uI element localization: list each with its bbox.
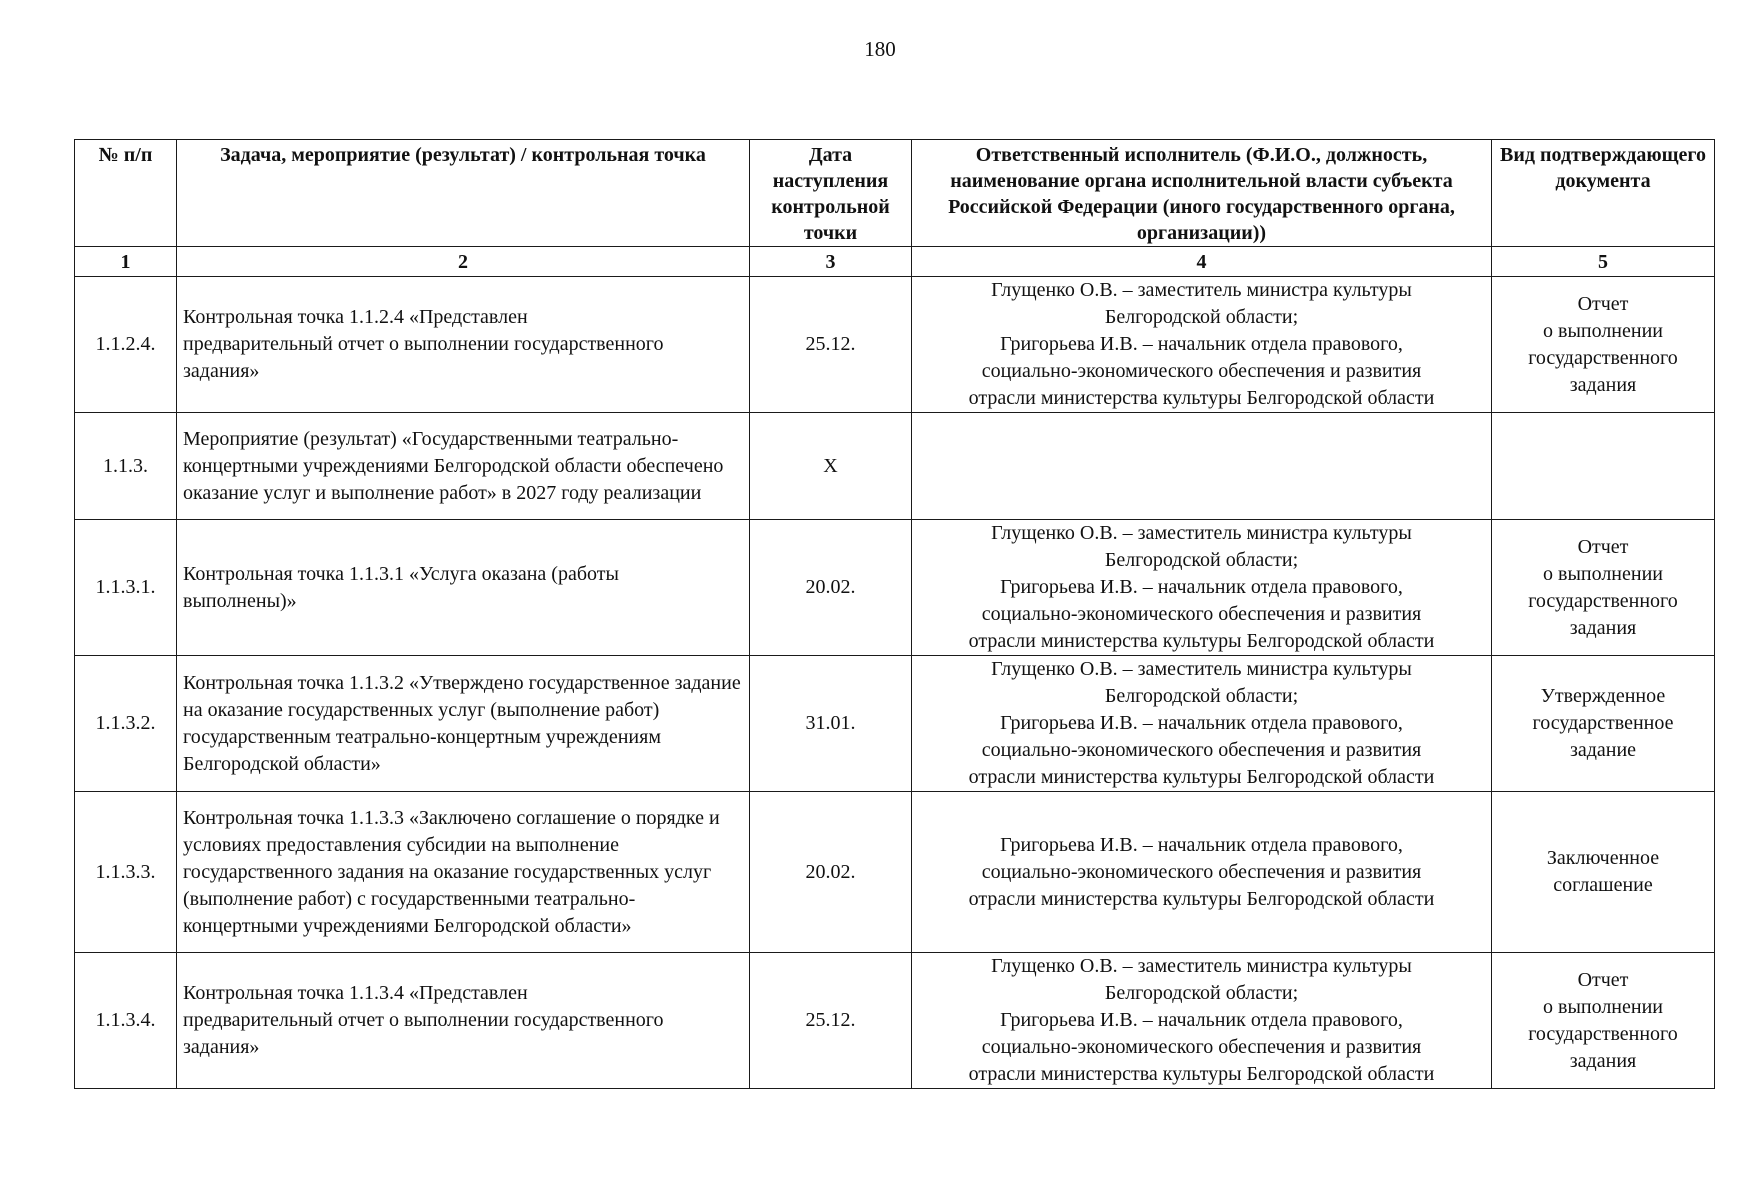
row-document [1492, 656, 1715, 792]
responsible-line: социально-экономического обеспечения и развития [981, 360, 1422, 382]
table-row [75, 953, 1715, 1089]
row-task: Контрольная точка 1.1.3.1 «Услуга оказана (работы выполнены)» [177, 520, 750, 656]
responsible-line: Белгородской области; [1104, 549, 1299, 571]
table-row [75, 520, 1715, 656]
header-task: Задача, мероприятие (результат) / контрольная точка [177, 140, 750, 247]
document-line: государственного [1528, 346, 1678, 369]
document-line: Заключенное [1546, 847, 1660, 869]
column-number: 3 [750, 247, 912, 277]
row-document [1492, 792, 1715, 953]
row-date: 25.12. [750, 953, 912, 1089]
row-date: 31.01. [750, 656, 912, 792]
row-document [1492, 413, 1715, 520]
responsible-line: Глущенко О.В. – заместитель министра культуры [991, 522, 1412, 544]
row-document [1492, 953, 1715, 1089]
document-line: задания [1569, 373, 1637, 396]
responsible-line: отрасли министерства культуры Белгородской области [968, 630, 1435, 652]
responsible-line: Григорьева И.В. – начальник отдела правового, [1000, 576, 1403, 598]
header-row [75, 140, 1715, 247]
responsible-line: Белгородской области; [1104, 982, 1299, 1004]
header-date: Дата наступления контрольной точки [750, 140, 912, 247]
row-responsible [912, 520, 1492, 656]
row-number: 1.1.3. [75, 413, 177, 520]
responsible-line: Григорьева И.В. – начальник отдела правового, [1000, 333, 1403, 355]
responsible-line: отрасли министерства культуры Белгородской области [968, 766, 1435, 788]
row-number: 1.1.3.3. [75, 792, 177, 953]
document-line: соглашение [1553, 874, 1653, 896]
document-line: задания [1569, 616, 1637, 639]
responsible-line: отрасли министерства культуры Белгородской области [968, 1063, 1435, 1085]
document-line: о выполнении [1543, 562, 1663, 585]
column-number: 4 [912, 247, 1492, 277]
table-row [75, 413, 1715, 520]
table-row [75, 277, 1715, 413]
header-document: Вид подтверждающего документа [1492, 140, 1715, 247]
column-number: 5 [1492, 247, 1715, 277]
row-number: 1.1.3.2. [75, 656, 177, 792]
responsible-line: Григорьева И.В. – начальник отдела правового, [1000, 1009, 1403, 1031]
header-responsible: Ответственный исполнитель (Ф.И.О., должность, наименование органа исполнительной власти субъекта Российской Федерации (иного государственного органа, организации)) [912, 140, 1492, 247]
row-date: Х [750, 413, 912, 520]
table-row [75, 792, 1715, 953]
responsible-line: Григорьева И.В. – начальник отдела правового, [1000, 833, 1403, 856]
column-number: 2 [177, 247, 750, 277]
page-number: 180 [864, 37, 896, 61]
document-line: задания [1569, 1049, 1637, 1072]
responsible-line: социально-экономического обеспечения и развития [981, 1036, 1422, 1058]
responsible-line: Глущенко О.В. – заместитель министра культуры [991, 955, 1412, 977]
row-responsible [912, 656, 1492, 792]
row-document [1492, 520, 1715, 656]
row-task: Контрольная точка 1.1.3.3 «Заключено соглашение о порядке и условиях предоставления субсидии на выполнение государственного задания на оказание государственных услуг (выполнение работ) с государственными театрально-концертными учреждениями Белгородской области» [177, 792, 750, 953]
document-line: о выполнении [1543, 995, 1663, 1018]
responsible-line: Белгородской области; [1104, 685, 1299, 707]
responsible-line: Глущенко О.В. – заместитель министра культуры [991, 279, 1412, 301]
row-number: 1.1.2.4. [75, 277, 177, 413]
row-task: Контрольная точка 1.1.2.4 «Представлен предварительный отчет о выполнении государственного задания» [177, 277, 750, 413]
row-responsible [912, 792, 1492, 953]
row-date: 20.02. [750, 520, 912, 656]
responsible-line: социально-экономического обеспечения и развития [981, 603, 1422, 625]
row-responsible [912, 413, 1492, 520]
responsible-line: социально-экономического обеспечения и развития [981, 860, 1422, 883]
row-document [1492, 277, 1715, 413]
row-responsible [912, 277, 1492, 413]
row-date: 25.12. [750, 277, 912, 413]
document-line: о выполнении [1543, 319, 1663, 342]
responsible-line: Григорьева И.В. – начальник отдела правового, [1000, 712, 1403, 734]
document-line: Отчет [1577, 535, 1629, 558]
row-number: 1.1.3.1. [75, 520, 177, 656]
responsible-line: социально-экономического обеспечения и развития [981, 739, 1422, 761]
row-number: 1.1.3.4. [75, 953, 177, 1089]
document-line: государственного [1528, 589, 1678, 612]
responsible-line: отрасли министерства культуры Белгородской области [968, 887, 1435, 910]
document-line: Отчет [1577, 292, 1629, 315]
row-task: Контрольная точка 1.1.3.4 «Представлен предварительный отчет о выполнении государственного задания» [177, 953, 750, 1089]
row-date: 20.02. [750, 792, 912, 953]
document-line: задание [1569, 739, 1637, 761]
row-responsible [912, 953, 1492, 1089]
responsible-line: Глущенко О.В. – заместитель министра культуры [991, 658, 1412, 680]
responsible-line: Белгородской области; [1104, 306, 1299, 328]
responsible-line: отрасли министерства культуры Белгородской области [968, 387, 1435, 409]
document-line: государственного [1528, 1022, 1678, 1045]
column-number-row [75, 247, 1715, 277]
row-task: Мероприятие (результат) «Государственными театрально-концертными учреждениями Белгородской области обеспечено оказание услуг и выполнение работ» в 2027 году реализации [177, 413, 750, 520]
column-number: 1 [75, 247, 177, 277]
header-num: № п/п [75, 140, 177, 247]
document-line: государственное [1532, 712, 1674, 734]
table-row [75, 656, 1715, 792]
document-line: Отчет [1577, 968, 1629, 991]
control-points-table [74, 139, 1715, 1089]
row-task: Контрольная точка 1.1.3.2 «Утверждено государственное задание на оказание государственных услуг (выполнение работ) государственным театрально-концертным учреждениям Белгородской области» [177, 656, 750, 792]
document-line: Утвержденное [1540, 685, 1666, 707]
